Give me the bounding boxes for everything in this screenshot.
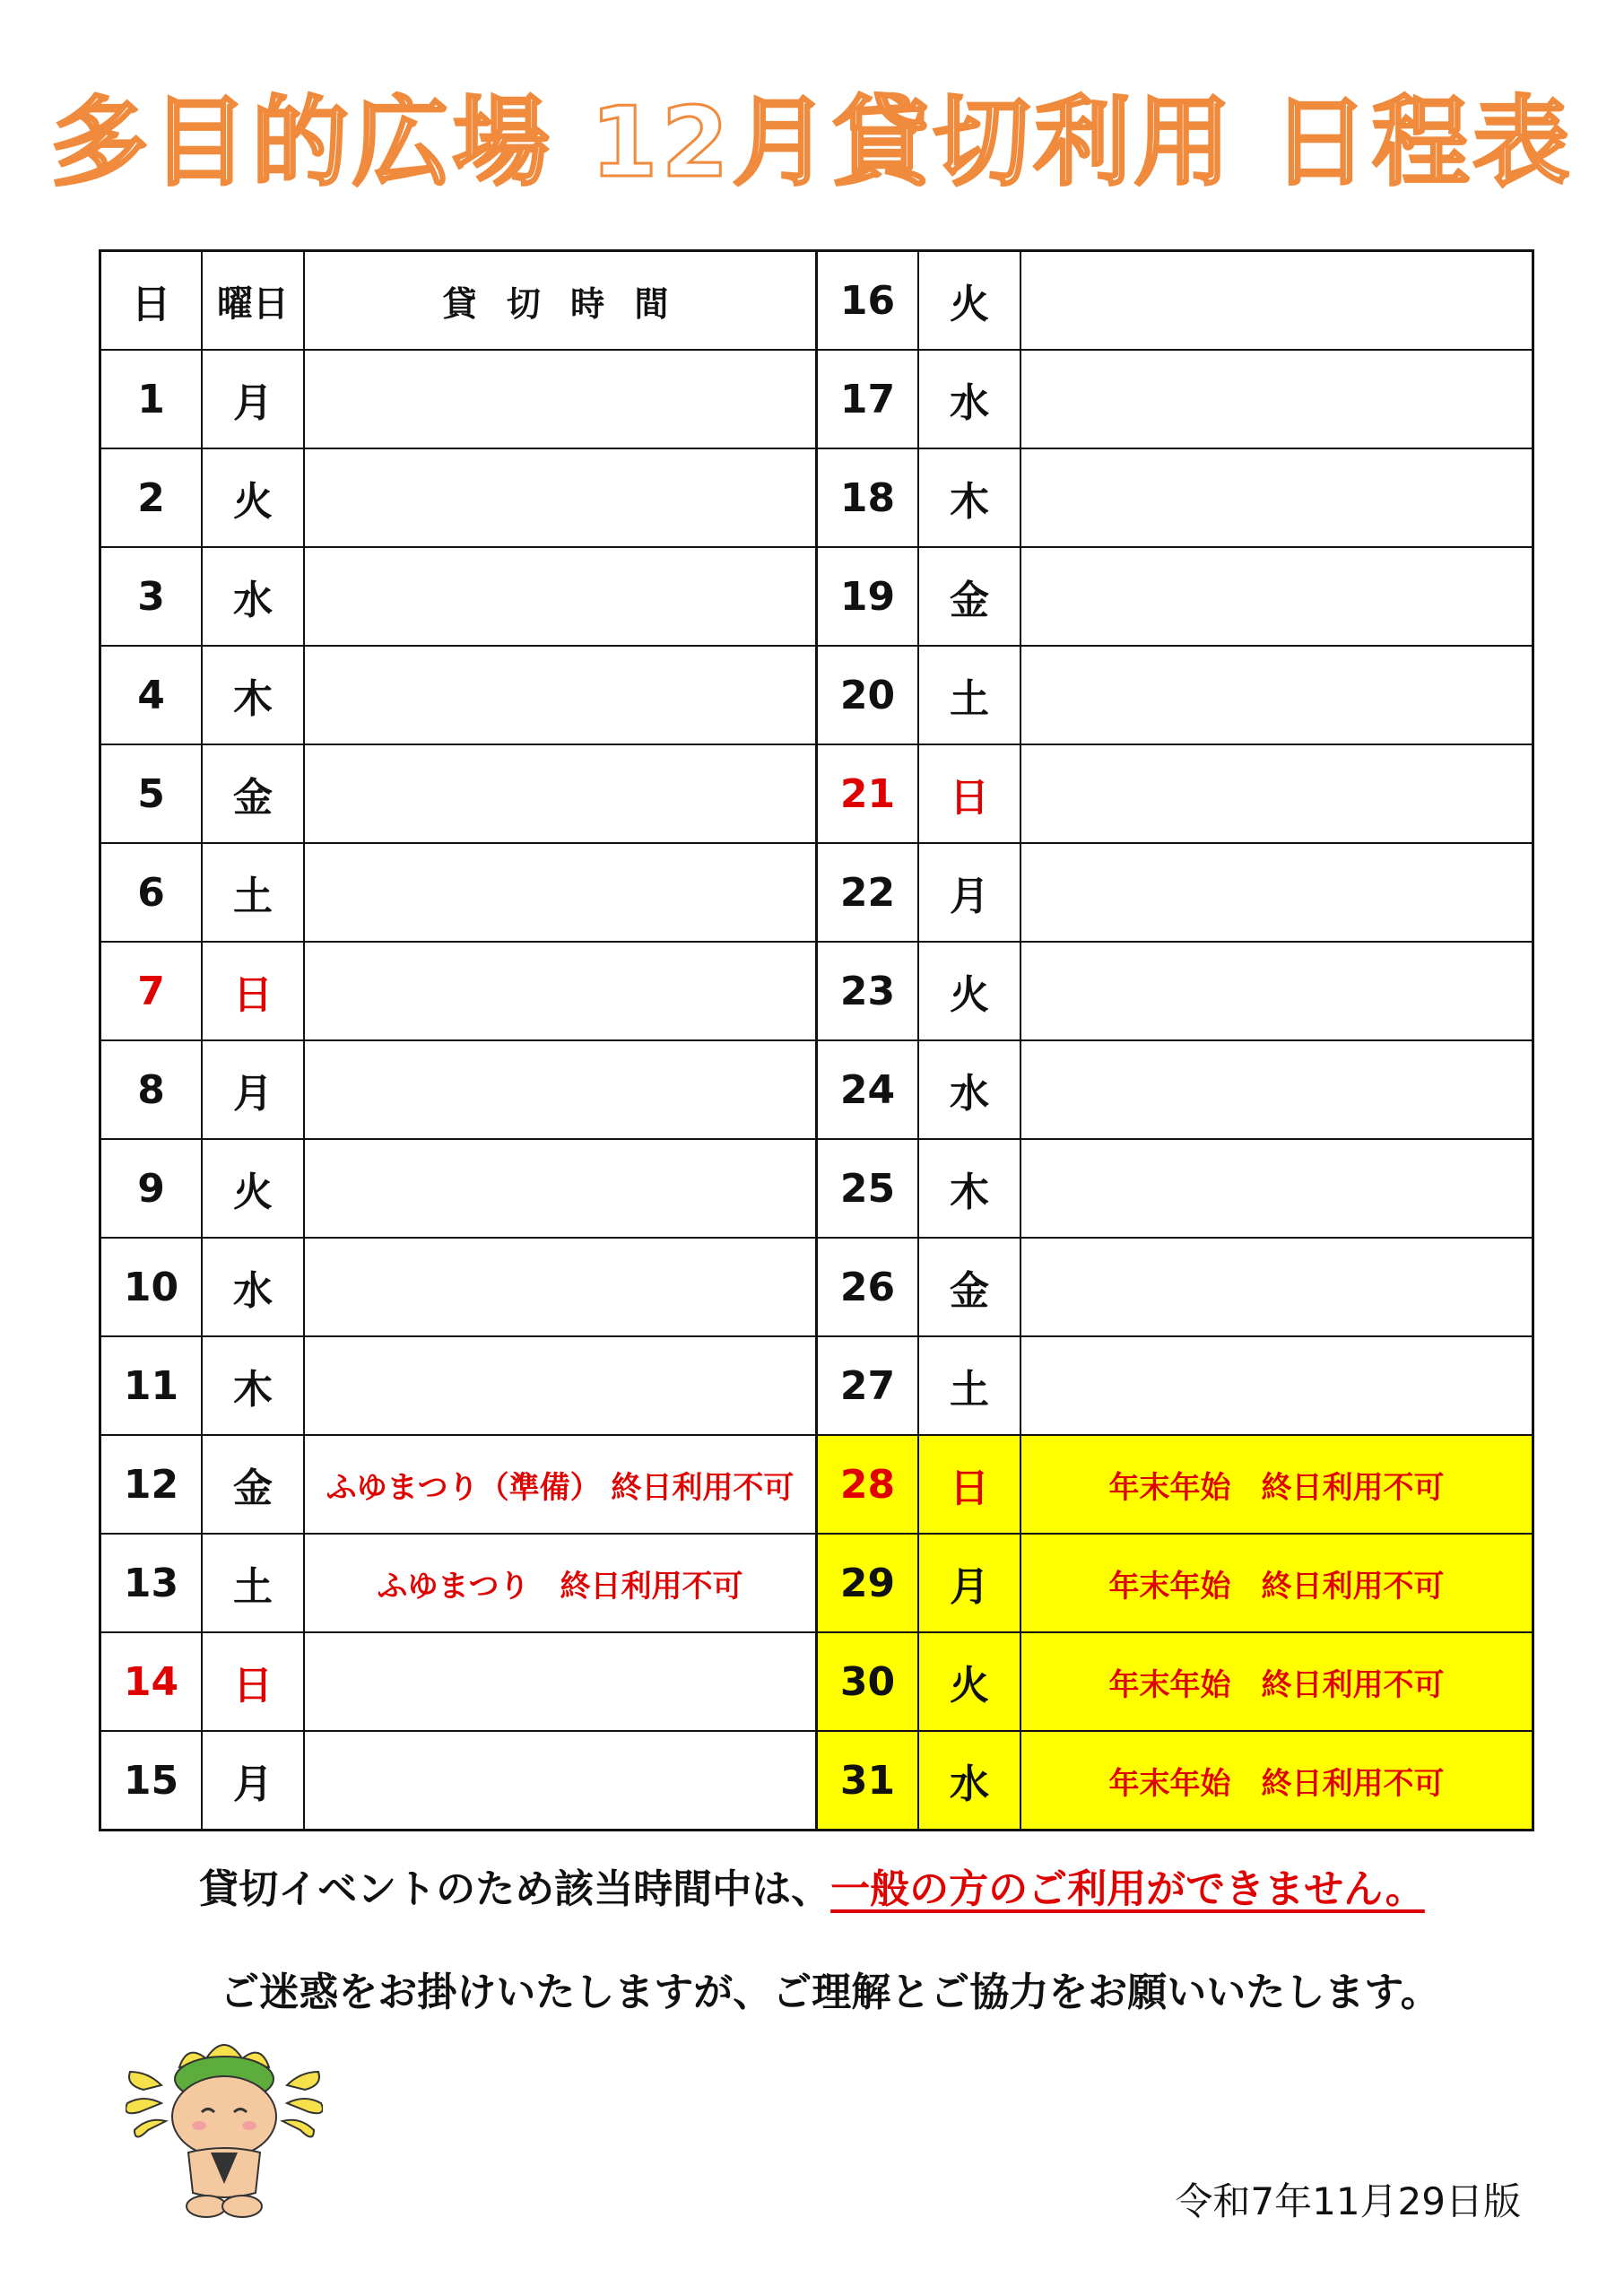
- notice-line-1: [0, 1857, 1624, 1914]
- table-row: [100, 1534, 1533, 1632]
- right-day: 31: [817, 1731, 919, 1831]
- left-note: [304, 1040, 817, 1139]
- right-note: [1020, 744, 1533, 843]
- left-note: [304, 1238, 817, 1336]
- left-day: 1: [100, 350, 203, 448]
- left-day: 13: [100, 1534, 203, 1632]
- left-weekday: 土: [202, 1534, 304, 1632]
- right-weekday: 木: [918, 1139, 1020, 1238]
- right-note: 年末年始 終日利用不可: [1020, 1632, 1533, 1731]
- notice-warning: 一般の方のご利用ができません。: [830, 1866, 1425, 1912]
- schedule-rows: [100, 251, 1533, 1831]
- right-note: [1020, 251, 1533, 351]
- left-note: [304, 843, 817, 942]
- table-row: [100, 547, 1533, 646]
- left-note: [304, 1731, 817, 1831]
- right-day: 29: [817, 1534, 919, 1632]
- notice-prefix: 貸切イベントのため該当時間中は、: [199, 1866, 831, 1912]
- right-weekday: 水: [918, 1731, 1020, 1831]
- page-title: 多目的広場 12月貸切利用 日程表: [50, 87, 1574, 199]
- right-note: [1020, 843, 1533, 942]
- right-note: 年末年始 終日利用不可: [1020, 1731, 1533, 1831]
- right-note: 年末年始 終日利用不可: [1020, 1435, 1533, 1534]
- right-day: 24: [817, 1040, 919, 1139]
- left-note: [304, 1139, 817, 1238]
- left-day: 4: [100, 646, 203, 744]
- table-row: [100, 843, 1533, 942]
- table-row: [100, 350, 1533, 448]
- left-weekday: 木: [202, 646, 304, 744]
- table-row: [100, 251, 1533, 351]
- left-weekday: 金: [202, 1435, 304, 1534]
- table-row: [100, 942, 1533, 1040]
- right-weekday: 火: [918, 942, 1020, 1040]
- left-day: 9: [100, 1139, 203, 1238]
- right-day: 23: [817, 942, 919, 1040]
- mascot-image: [126, 2036, 323, 2224]
- table-row: [100, 1336, 1533, 1435]
- left-note: ふゆまつり 終日利用不可: [304, 1534, 817, 1632]
- right-weekday: 火: [918, 251, 1020, 351]
- right-weekday: 水: [918, 1040, 1020, 1139]
- right-note: [1020, 1238, 1533, 1336]
- left-weekday: 日: [202, 1632, 304, 1731]
- left-weekday: 火: [202, 448, 304, 547]
- right-note: [1020, 1139, 1533, 1238]
- header-day: 日: [100, 251, 203, 351]
- right-weekday: 月: [918, 843, 1020, 942]
- left-note: [304, 1336, 817, 1435]
- left-day: 8: [100, 1040, 203, 1139]
- left-day: 7: [100, 942, 203, 1040]
- header-notes: 貸 切 時 間: [304, 251, 817, 351]
- right-note: [1020, 350, 1533, 448]
- left-day: 12: [100, 1435, 203, 1534]
- right-day: 22: [817, 843, 919, 942]
- right-day: 16: [817, 251, 919, 351]
- right-note: [1020, 942, 1533, 1040]
- right-note: 年末年始 終日利用不可: [1020, 1534, 1533, 1632]
- right-day: 17: [817, 350, 919, 448]
- right-weekday: 木: [918, 448, 1020, 547]
- left-day: 2: [100, 448, 203, 547]
- left-day: 5: [100, 744, 203, 843]
- right-day: 30: [817, 1632, 919, 1731]
- edition-date: 令和7年11月29日版: [1175, 2179, 1521, 2223]
- right-note: [1020, 448, 1533, 547]
- left-note: [304, 350, 817, 448]
- right-note: [1020, 1040, 1533, 1139]
- left-weekday: 水: [202, 547, 304, 646]
- left-day: 6: [100, 843, 203, 942]
- right-weekday: 金: [918, 1238, 1020, 1336]
- left-day: 11: [100, 1336, 203, 1435]
- left-note: [304, 1632, 817, 1731]
- right-weekday: 土: [918, 1336, 1020, 1435]
- left-day: 10: [100, 1238, 203, 1336]
- right-weekday: 金: [918, 547, 1020, 646]
- table-row: [100, 1435, 1533, 1534]
- left-note: [304, 744, 817, 843]
- right-weekday: 月: [918, 1534, 1020, 1632]
- table-row: [100, 1040, 1533, 1139]
- right-day: 25: [817, 1139, 919, 1238]
- table-row: [100, 1632, 1533, 1731]
- left-weekday: 月: [202, 350, 304, 448]
- table-row: [100, 448, 1533, 547]
- table-row: [100, 1139, 1533, 1238]
- right-day: 20: [817, 646, 919, 744]
- left-weekday: 火: [202, 1139, 304, 1238]
- right-day: 27: [817, 1336, 919, 1435]
- left-note: [304, 646, 817, 744]
- table-row: [100, 1238, 1533, 1336]
- left-weekday: 水: [202, 1238, 304, 1336]
- left-day: 3: [100, 547, 203, 646]
- left-weekday: 木: [202, 1336, 304, 1435]
- schedule-table: [99, 249, 1534, 1831]
- right-weekday: 火: [918, 1632, 1020, 1731]
- left-note: [304, 547, 817, 646]
- table-row: [100, 1731, 1533, 1831]
- left-day: 15: [100, 1731, 203, 1831]
- left-weekday: 日: [202, 942, 304, 1040]
- left-weekday: 月: [202, 1731, 304, 1831]
- left-weekday: 金: [202, 744, 304, 843]
- right-note: [1020, 1336, 1533, 1435]
- left-note: [304, 942, 817, 1040]
- right-day: 21: [817, 744, 919, 843]
- right-day: 19: [817, 547, 919, 646]
- header-weekday: 曜日: [202, 251, 304, 351]
- table-row: [100, 646, 1533, 744]
- left-note: [304, 448, 817, 547]
- right-day: 18: [817, 448, 919, 547]
- right-note: [1020, 547, 1533, 646]
- left-note: ふゆまつり（準備） 終日利用不可: [304, 1435, 817, 1534]
- right-weekday: 水: [918, 350, 1020, 448]
- table-row: [100, 744, 1533, 843]
- right-note: [1020, 646, 1533, 744]
- right-weekday: 日: [918, 744, 1020, 843]
- right-day: 26: [817, 1238, 919, 1336]
- right-weekday: 土: [918, 646, 1020, 744]
- right-weekday: 日: [918, 1435, 1020, 1534]
- right-day: 28: [817, 1435, 919, 1534]
- left-weekday: 月: [202, 1040, 304, 1139]
- notice-line-2: ご迷惑をお掛けいたしますが、ご理解とご協力をお願いいたします。: [220, 1970, 1440, 2015]
- left-weekday: 土: [202, 843, 304, 942]
- left-day: 14: [100, 1632, 203, 1731]
